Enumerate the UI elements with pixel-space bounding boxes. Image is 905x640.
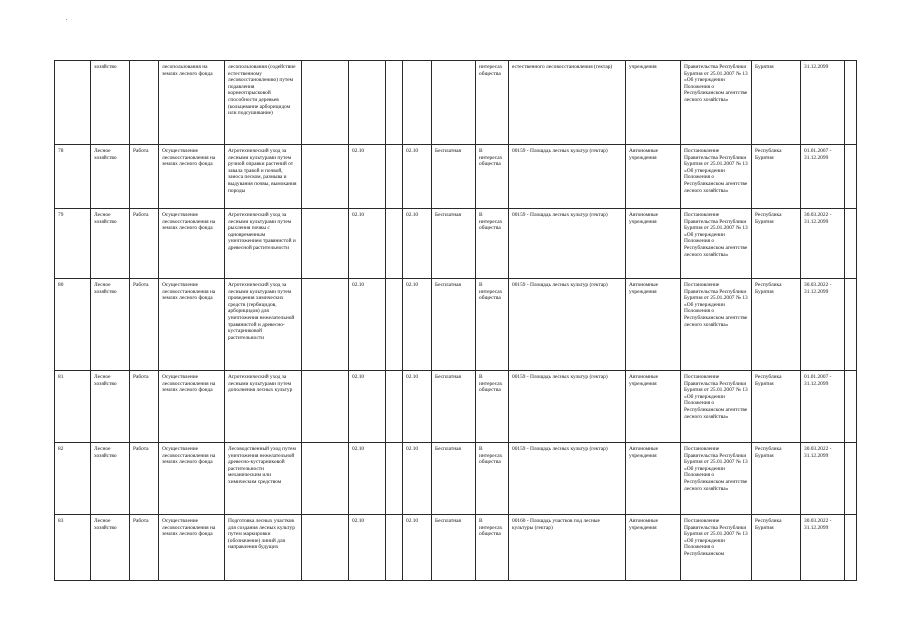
- cell-blank: [845, 515, 857, 581]
- legal-basis: Постановление Правительства Республики Бурятия от 25.01.2007 № 13 «Об утверждении Положения о Республиканском агентстве лесного хозяйства»: [681, 279, 752, 371]
- validity-period: 30.03.2022 - 31.12.2099: [801, 515, 845, 581]
- cell-blank: [845, 61, 857, 145]
- cell-blank: [386, 145, 403, 209]
- activity-sphere: Лесное хозяйство: [91, 443, 130, 515]
- classifier-code-secondary: 02.10: [403, 371, 432, 443]
- cell-blank: [386, 515, 403, 581]
- volume-indicator: 00159 - Площадь лесных культур (гектар): [509, 209, 626, 279]
- cell-blank: [845, 443, 857, 515]
- work-content: Агротехнический уход за лесными культурами путем ручной оправки растений от завала травой и почвой, заноса песком, размыва и выдувания почвы, вымокания породы: [225, 145, 302, 209]
- legal-basis: Постановление Правительства Республики Бурятия от 25.01.2007 № 13 «Об утверждении Положения о Республиканском: [681, 515, 752, 581]
- volume-indicator: 00159 - Площадь лесных культур (гектар): [509, 371, 626, 443]
- service-name: Осуществление лесовосстановления на землях лесного фонда: [159, 443, 225, 515]
- record-type: Работа: [130, 279, 159, 371]
- row-number: 81: [55, 371, 91, 443]
- classifier-code: 02.10: [349, 371, 386, 443]
- institution-category: Автономные учреждения: [626, 279, 681, 371]
- region: Республика Бурятия: [752, 145, 801, 209]
- beneficiary: В интересах общества: [476, 279, 509, 371]
- validity-period: 30.03.2022 - 31.12.2099: [801, 209, 845, 279]
- classifier-code: 02.10: [349, 209, 386, 279]
- service-name: Осуществление лесовосстановления на землях лесного фонда: [159, 371, 225, 443]
- classifier-code: 02.10: [349, 515, 386, 581]
- payment-terms: Бесплатная: [432, 279, 476, 371]
- services-register-table: [54, 60, 857, 581]
- beneficiary: В интересах общества: [476, 145, 509, 209]
- activity-sphere: Лесное хозяйство: [91, 279, 130, 371]
- cell-blank: [386, 371, 403, 443]
- validity-period: 31.12.2099: [801, 61, 845, 145]
- beneficiary: В интересах общества: [476, 515, 509, 581]
- payment-terms: Бесплатная: [432, 515, 476, 581]
- work-content: Агротехнический уход за лесными культурами путем проведения химических средств (гербицидов, арборицидов) для уничтожения нежелательной травянистой и древесно-кустарниковой растительности: [225, 279, 302, 371]
- cell-blank: [302, 209, 349, 279]
- payment-terms: Бесплатная: [432, 371, 476, 443]
- institution-category: Автономные учреждения: [626, 443, 681, 515]
- work-content: лесопользования (содействие естественному лесовосстановлению) путем подавления корнеотпрысковой способности деревьев (кольцевание арборицидом или подсушивание): [225, 61, 302, 145]
- institution-category: Автономные учреждения: [626, 209, 681, 279]
- legal-basis: Постановление Правительства Республики Бурятия от 25.01.2007 № 13 «Об утверждении Положения о Республиканском агентстве лесного хозяйства»: [681, 443, 752, 515]
- cell-blank: [386, 209, 403, 279]
- volume-indicator: 00159 - Площадь лесных культур (гектар): [509, 145, 626, 209]
- payment-terms: [432, 61, 476, 145]
- validity-period: 30.03.2022 - 31.12.2099: [801, 443, 845, 515]
- cell-blank: [845, 371, 857, 443]
- record-type: [130, 61, 159, 145]
- classifier-code-secondary: 02.10: [403, 279, 432, 371]
- record-type: Работа: [130, 515, 159, 581]
- institution-category: Автономные учреждения: [626, 145, 681, 209]
- activity-sphere: Лесное хозяйство: [91, 209, 130, 279]
- cell-blank: [386, 443, 403, 515]
- table-row: [55, 145, 857, 209]
- legal-basis: Правительства Республики Бурятия от 25.01.2007 № 13 «Об утверждении Положения о Республиканском агентстве лесного хозяйства»: [681, 61, 752, 145]
- cell-blank: [845, 279, 857, 371]
- payment-terms: Бесплатная: [432, 145, 476, 209]
- classifier-code: 02.10: [349, 443, 386, 515]
- classifier-code-secondary: 02.10: [403, 443, 432, 515]
- legal-basis: Постановление Правительства Республики Бурятия от 25.01.2007 № 13 «Об утверждении Положения о Республиканском агентстве лесного хозяйства»: [681, 209, 752, 279]
- legal-basis: Постановление Правительства Республики Бурятия от 25.01.2007 № 13 «Об утверждении Положения о Республиканском агентстве лесного хозяйства»: [681, 145, 752, 209]
- row-number: 78: [55, 145, 91, 209]
- cell-blank: [302, 145, 349, 209]
- validity-period: 01.01.2007 - 31.12.2099: [801, 145, 845, 209]
- table-row: [55, 371, 857, 443]
- region: Республика Бурятия: [752, 443, 801, 515]
- cell-blank: [302, 515, 349, 581]
- payment-terms: Бесплатная: [432, 209, 476, 279]
- cell-blank: [845, 209, 857, 279]
- cell-blank: [302, 371, 349, 443]
- table-row: [55, 279, 857, 371]
- activity-sphere: хозяйство: [91, 61, 130, 145]
- table-row: [55, 515, 857, 581]
- cell-blank: [386, 61, 403, 145]
- row-number: 79: [55, 209, 91, 279]
- payment-terms: Бесплатная: [432, 443, 476, 515]
- cell-blank: [845, 145, 857, 209]
- service-name: Осуществление лесовосстановления на землях лесного фонда: [159, 145, 225, 209]
- cell-blank: [302, 443, 349, 515]
- record-type: Работа: [130, 145, 159, 209]
- classifier-code: 02.10: [349, 279, 386, 371]
- institution-category: Автономные учреждения: [626, 371, 681, 443]
- cell-blank: [386, 279, 403, 371]
- volume-indicator: 00160 - Площадь участков под лесные культуры (гектар): [509, 515, 626, 581]
- volume-indicator: естественного лесовосстановления (гектар): [509, 61, 626, 145]
- service-name: Осуществление лесовосстановления на землях лесного фонда: [159, 279, 225, 371]
- row-number: [55, 61, 91, 145]
- work-content: Лесоводственный уход путем уничтожения нежелательной древесно-кустарниковой растительности механическим или химическим средством: [225, 443, 302, 515]
- institution-category: учреждения: [626, 61, 681, 145]
- service-name: лесопользования на землях лесного фонда: [159, 61, 225, 145]
- beneficiary: В интересах общества: [476, 209, 509, 279]
- region: Республика Бурятия: [752, 515, 801, 581]
- validity-period: 01.01.2007 - 31.12.2099: [801, 371, 845, 443]
- record-type: Работа: [130, 209, 159, 279]
- region: Бурятия: [752, 61, 801, 145]
- record-type: Работа: [130, 371, 159, 443]
- classifier-code: [349, 61, 386, 145]
- work-content: Подготовка лесных участков для создания лесных культур путем маркировки (обозначение) линий для направления будущих: [225, 515, 302, 581]
- row-number: 82: [55, 443, 91, 515]
- region: Республика Бурятия: [752, 371, 801, 443]
- classifier-code: 02.10: [349, 145, 386, 209]
- cell-blank: [302, 279, 349, 371]
- validity-period: 30.03.2022 - 31.12.2099: [801, 279, 845, 371]
- row-number: 83: [55, 515, 91, 581]
- activity-sphere: Лесное хозяйство: [91, 515, 130, 581]
- record-type: Работа: [130, 443, 159, 515]
- service-name: Осуществление лесовосстановления на землях лесного фонда: [159, 515, 225, 581]
- activity-sphere: Лесное хозяйство: [91, 145, 130, 209]
- volume-indicator: 00159 - Площадь лесных культур (гектар): [509, 443, 626, 515]
- scan-speck: [66, 19, 67, 20]
- activity-sphere: Лесное хозяйство: [91, 371, 130, 443]
- beneficiary: интересах общества: [476, 61, 509, 145]
- institution-category: Автономные учреждения: [626, 515, 681, 581]
- table-row: [55, 443, 857, 515]
- volume-indicator: 00159 - Площадь лесных культур (гектар): [509, 279, 626, 371]
- service-name: Осуществление лесовосстановления на землях лесного фонда: [159, 209, 225, 279]
- legal-basis: Постановление Правительства Республики Бурятия от 25.01.2007 № 13 «Об утверждении Положения о Республиканском агентстве лесного хозяйства»: [681, 371, 752, 443]
- classifier-code-secondary: 02.10: [403, 515, 432, 581]
- beneficiary: В интересах общества: [476, 443, 509, 515]
- cell-blank: [302, 61, 349, 145]
- row-number: 80: [55, 279, 91, 371]
- classifier-code-secondary: 02.10: [403, 145, 432, 209]
- table-row: [55, 61, 857, 145]
- region: Республика Бурятия: [752, 279, 801, 371]
- region: Республика Бурятия: [752, 209, 801, 279]
- classifier-code-secondary: 02.10: [403, 209, 432, 279]
- table-row: [55, 209, 857, 279]
- beneficiary: В интересах общества: [476, 371, 509, 443]
- classifier-code-secondary: [403, 61, 432, 145]
- work-content: Агротехнический уход за лесными культурами путем рыхления почвы с одновременным уничтожением травянистой и древесной растительности: [225, 209, 302, 279]
- work-content: Агротехнический уход за лесными культурами путем дополнения лесных культур: [225, 371, 302, 443]
